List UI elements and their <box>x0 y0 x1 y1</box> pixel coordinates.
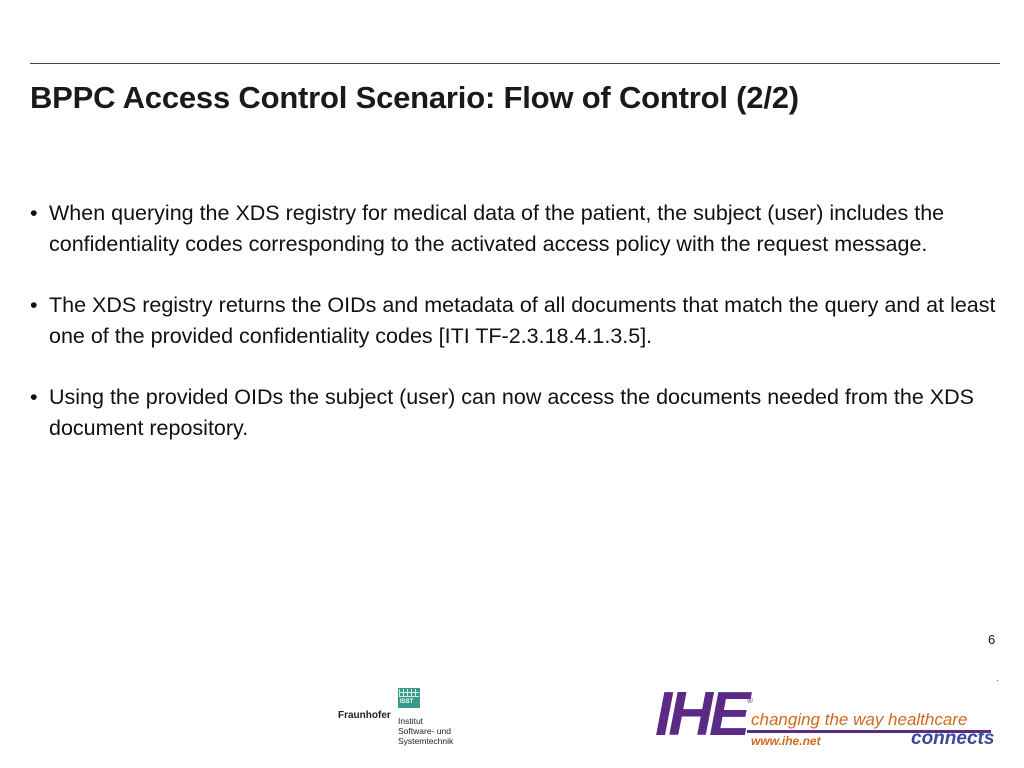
isst-badge-label: ISST <box>400 699 414 705</box>
slide-title: BPPC Access Control Scenario: Flow of Control (2/2) <box>30 80 799 115</box>
ihe-logo <box>655 676 995 756</box>
ihe-letters: IHE <box>655 680 747 749</box>
ihe-tagline: changing the way healthcare <box>751 710 968 729</box>
ihe-connects: connects <box>911 728 995 749</box>
fraunhofer-name: Fraunhofer <box>338 710 391 721</box>
registered-mark: ® <box>747 696 753 705</box>
bullet-glyph: • <box>30 385 38 409</box>
bullet-text: The XDS registry returns the OIDs and metadata of all documents that match the query and at least one of the provided confidentiality codes [ITI TF-2.3.18.4.1.3.5]. <box>49 293 996 348</box>
page-number: 6 <box>988 632 996 647</box>
bullet-list <box>30 198 1000 474</box>
bullet-item <box>30 290 1000 351</box>
bullet-item <box>30 198 1000 259</box>
isst-grid-pattern <box>399 689 419 697</box>
institute-line: Institut <box>398 716 424 726</box>
bullet-glyph: • <box>30 201 38 225</box>
isst-badge-icon <box>398 688 420 708</box>
fraunhofer-institute-name <box>398 716 453 746</box>
institute-line: Software- und <box>398 726 451 736</box>
ihe-url: www.ihe.net <box>751 734 821 748</box>
footer-dot: . <box>996 673 999 684</box>
top-rule <box>30 63 1000 64</box>
bullet-text: When querying the XDS registry for medical data of the patient, the subject (user) includes the confidentiality codes corresponding to the activated access policy with the request message. <box>49 201 945 256</box>
bullet-item <box>30 382 1000 443</box>
bullet-glyph: • <box>30 293 38 317</box>
bullet-text: Using the provided OIDs the subject (user) can now access the documents needed from the XDS document repository. <box>49 385 974 440</box>
fraunhofer-logo <box>338 686 468 750</box>
institute-line: Systemtechnik <box>398 736 454 746</box>
